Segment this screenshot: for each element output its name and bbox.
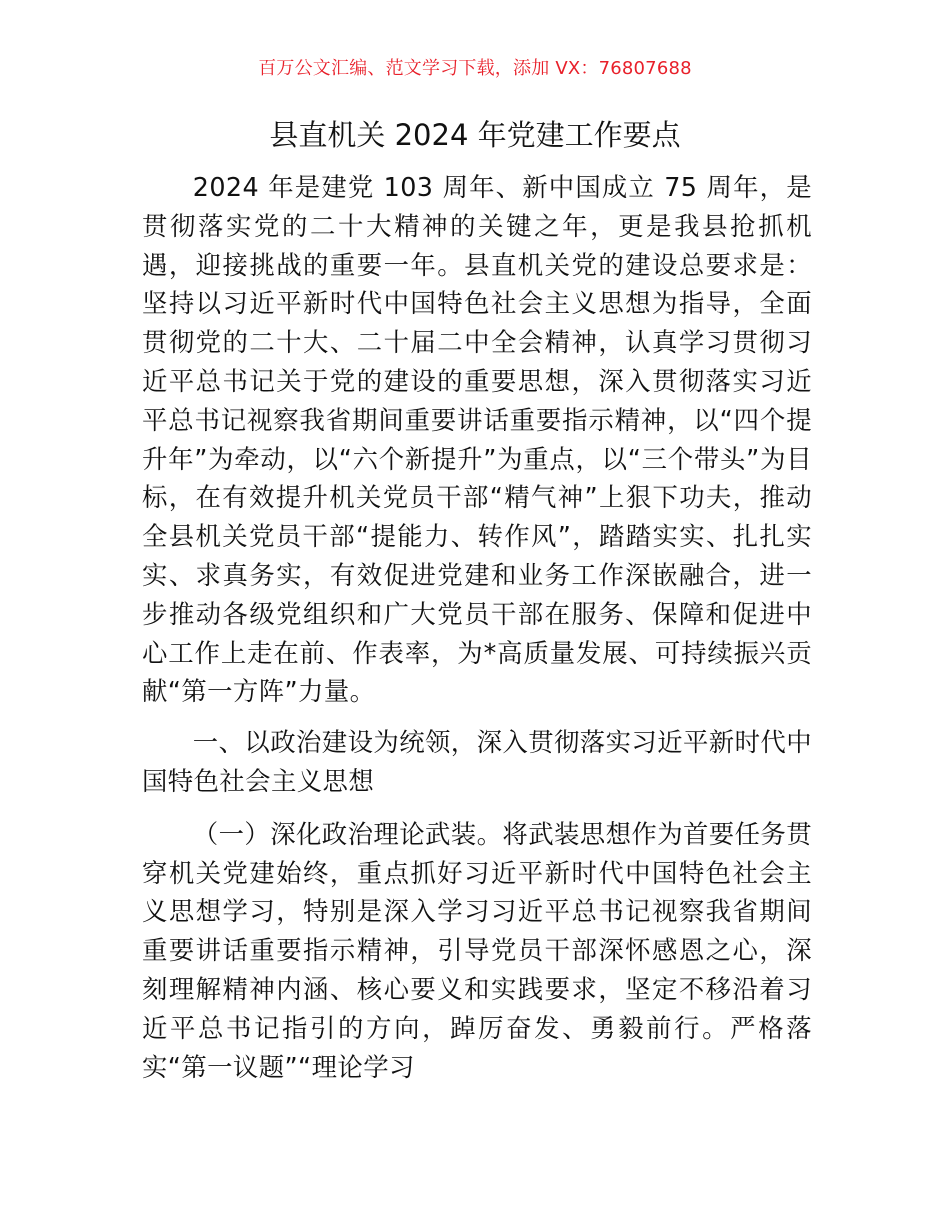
watermark-banner: 百万公文汇编、范文学习下载，添加 VX：76807688: [258, 58, 692, 79]
section-heading-1: 一、以政治建设为统领，深入贯彻落实习近平新时代中国特色社会主义思想: [142, 727, 812, 796]
paragraph-section-1-item-1: （一）深化政治理论武装。将武装思想作为首要任务贯穿机关党建始终，重点抓好习近平新时代中国特色社会主义思想学习，特别是深入学习习近平总书记视察我省期间重要讲话重要指示精神，引导党员干部深怀感恩之心，深刻理解精神内涵、核心要义和实践要求，坚定不移沿着习近平总书记指引的方向，踔厉奋发、勇毅前行。严格落实“第一议题”“理论学习: [142, 818, 812, 1082]
paragraph-intro: 2024 年是建党 103 周年、新中国成立 75 周年，是贯彻落实党的二十大精神的关键之年，更是我县抢抓机遇，迎接挑战的重要一年。县直机关党的建设总要求是：坚持以习近平新时代中国特色社会主义思想为指导，全面贯彻党的二十大、二十届二中全会精神，认真学习贯彻习近平总书记关于党的建设的重要思想，深入贯彻落实习近平总书记视察我省期间重要讲话重要指示精神，以“四个提升年”为牵动，以“六个新提升”为重点，以“三个带头”为目标，在有效提升机关党员干部“精气神”上狠下功夫，推动全县机关党员干部“提能力、转作风”，踏踏实实、扎扎实实、求真务实，有效促进党建和业务工作深嵌融合，进一步推动各级党组织和广大党员干部在服务、保障和促进中心工作上走在前、作表率，为*高质量发展、可持续振兴贡献“第一方阵”力量。: [142, 172, 812, 707]
document-body: [142, 168, 812, 1086]
document-title: 县直机关 2024 年党建工作要点: [269, 118, 681, 152]
